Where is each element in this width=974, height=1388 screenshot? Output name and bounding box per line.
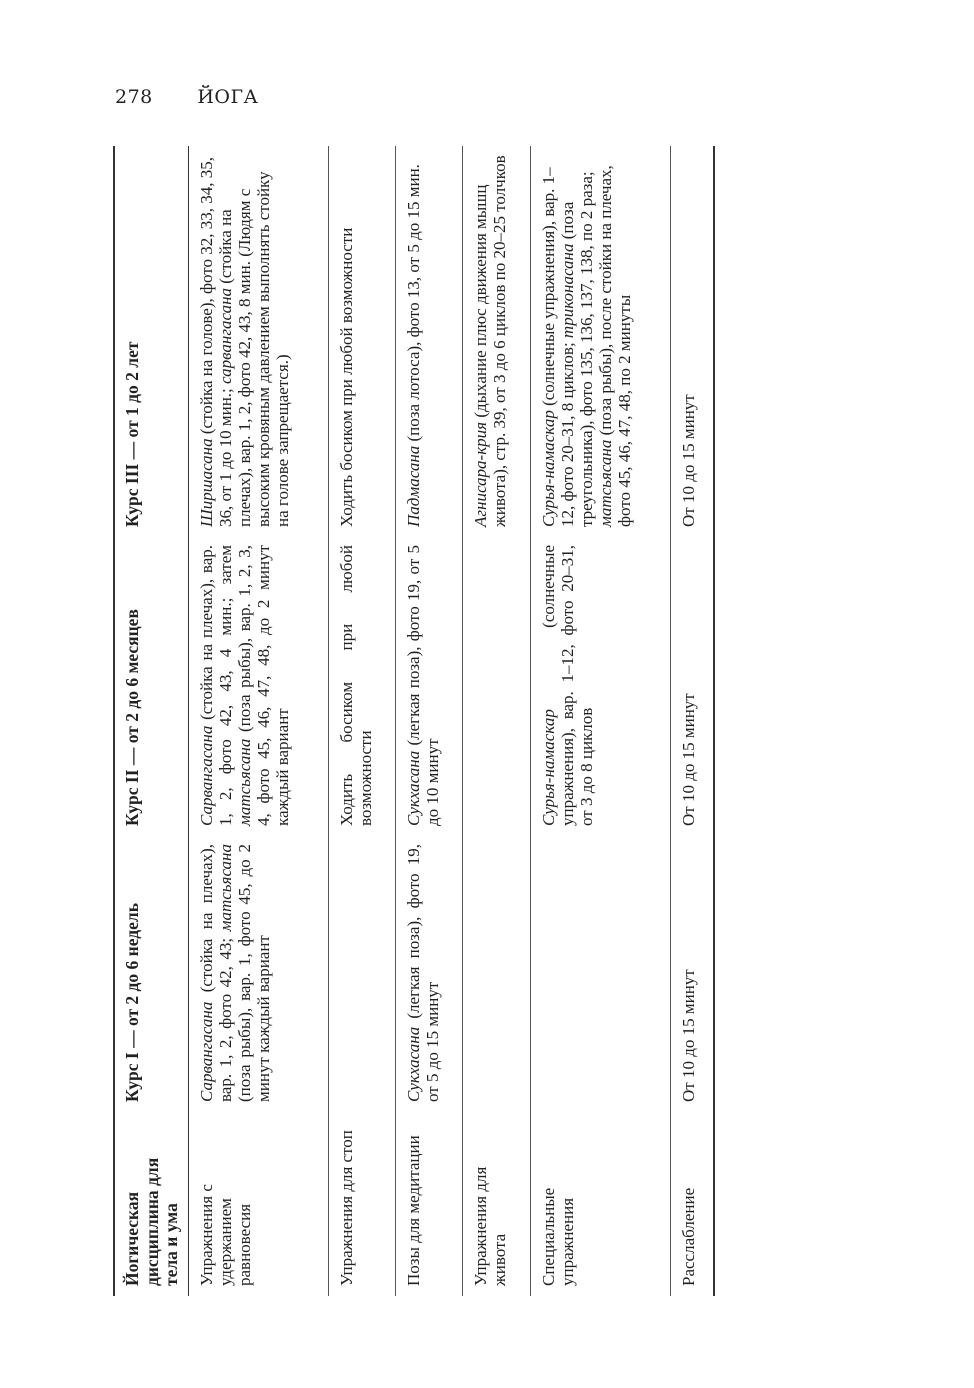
asana-name: Сарвангасана	[196, 1001, 216, 1102]
discipline-cell: Упражнения для живота	[463, 1112, 530, 1296]
course-2-cell: Сурья-намаскар (солнечные упражнения), вар. 1–12, фото 20–31, от 3 до 8 циклов	[530, 537, 670, 836]
course-1-cell	[328, 836, 395, 1112]
course-3-cell: Ходить босиком при любой возможности	[328, 146, 395, 537]
table-row	[396, 146, 463, 1296]
course-1-cell	[463, 836, 530, 1112]
asana-name: Ширшасана	[196, 438, 216, 527]
course-2-cell: Ходить босиком при любой возможности	[328, 537, 395, 836]
page-number: 278	[115, 86, 153, 108]
course-1-cell	[530, 836, 670, 1112]
header-course-3: Курс III — от 1 до 2 лет	[114, 146, 188, 537]
header-course-1: Курс I — от 2 до 6 недель	[114, 836, 188, 1112]
discipline-cell: Расслабление	[670, 1112, 714, 1296]
course-2-cell: От 10 до 15 минут	[670, 537, 714, 836]
course-2-cell: Сарвангасана (стойка на плечах), вар. 1, 2, фото 42, 43, 4 мин.; затем матсьясана (поза рыбы), вар. 1, 2, 3, 4, фото 45, 46, 47, 48, до 2 минут каждый вариант	[188, 537, 328, 836]
discipline-cell: Специальные упражнения	[530, 1112, 670, 1296]
asana-name: сарвангасана	[215, 287, 235, 384]
header-discipline: Йогическая дисциплина для тела и ума	[114, 1112, 188, 1296]
table-row	[463, 146, 530, 1296]
table-row	[188, 146, 328, 1296]
course-1-cell: Сарвангасана (стойка на плечах), вар. 1, 2, фото 42, 43; матсьясана (поза рыбы), вар. 1, фото 45, до 2 минут каждый вариант	[188, 836, 328, 1112]
asana-name: Падмасана	[404, 445, 424, 527]
running-title: ЙОГА	[197, 86, 259, 108]
rotated-table-container	[113, 146, 715, 1296]
course-table	[113, 146, 715, 1296]
course-3-cell: От 10 до 15 минут	[670, 146, 714, 537]
course-2-cell	[463, 537, 530, 836]
asana-name: Агнисара-крия	[471, 421, 491, 527]
header-course-2: Курс II — от 2 до 6 месяцев	[114, 537, 188, 836]
course-3-cell: Ширшасана (стойка на голове), фото 32, 33, 34, 35, 36, от 1 до 10 мин.; сарвангасана (стойка на плечах), вар. 1, 2, фото 42, 43, 8 мин. (Людям с высоким кровяным давлением выполнять стойку на голове запрещается.)	[188, 146, 328, 537]
asana-name: Сукхасана	[404, 750, 424, 826]
table-header-row	[114, 146, 188, 1296]
table-row	[530, 146, 670, 1296]
course-3-cell: Падмасана (поза лотоса), фото 13, от 5 до 15 мин.	[396, 146, 463, 537]
course-1-cell: От 10 до 15 минут	[670, 836, 714, 1112]
asana-name: матсьясана	[595, 439, 615, 527]
discipline-cell: Позы для медитации	[396, 1112, 463, 1296]
table-row	[670, 146, 714, 1296]
asana-name: матсьясана	[234, 738, 254, 826]
asana-name: Сурья-намаскар	[538, 410, 558, 527]
course-1-cell: Сукхасана (легкая поза), фото 19, от 5 до 15 минут	[396, 836, 463, 1112]
asana-name: Сукхасана	[404, 1026, 424, 1102]
asana-name: матсьясана	[215, 844, 235, 932]
course-2-cell: Сукхасана (легкая поза), фото 19, от 5 до 10 минут	[396, 537, 463, 836]
page-header	[115, 86, 258, 108]
course-3-cell: Сурья-намаскар (солнечные упражнения), вар. 1–12, фото 20–31, 8 циклов; триконасана (поза треугольника), фото 135, 136, 137, 138, по 2 раза; матсьясана (поза рыбы), после стойки на плечах, фото 45, 46, 47, 48, по 2 минуты	[530, 146, 670, 537]
asana-name: Сурья-намаскар	[538, 709, 558, 826]
asana-name: триконасана	[557, 243, 577, 339]
course-3-cell: Агнисара-крия (дыхание плюс движения мышц живота), стр. 39, от 3 до 6 циклов по 20–25 толчков	[463, 146, 530, 537]
discipline-cell: Упражнения для стоп	[328, 1112, 395, 1296]
table-row	[328, 146, 395, 1296]
asana-name: Сарвангасана	[196, 725, 216, 826]
discipline-cell: Упражнения с удержанием равновесия	[188, 1112, 328, 1296]
